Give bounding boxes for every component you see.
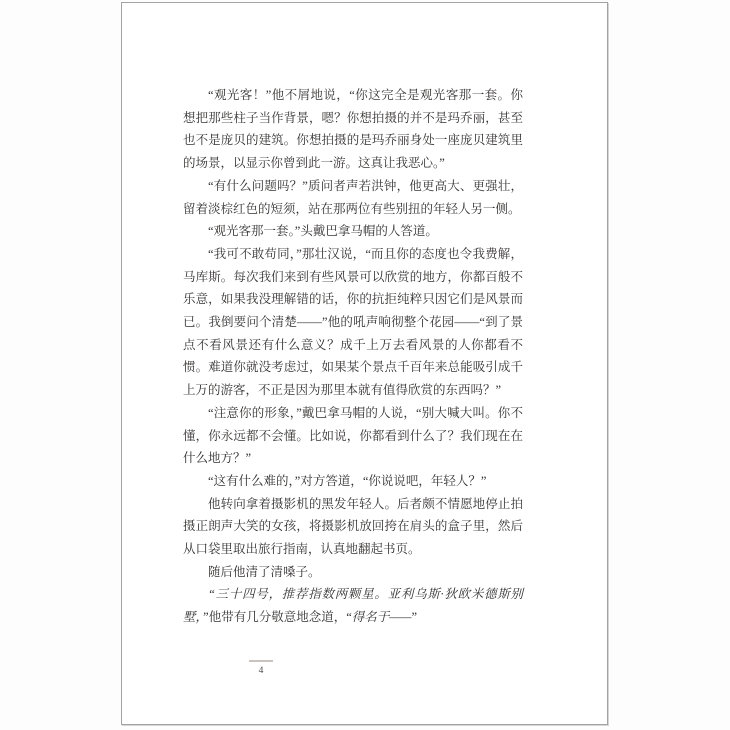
paragraph: [183, 175, 523, 220]
narrative-text: “观光客！”他不屑地说，“你这完全是观光客那一套。你想把那些柱子当作背景，嗯？你想拍摄的并不是玛乔丽，甚至也不是庞贝的建筑。你想拍摄的是玛乔丽身处一座庞贝建筑里的场景，以显示你曾到此一游。这真让我恶心。”: [183, 88, 523, 171]
paragraph: [183, 402, 523, 470]
paragraph: [183, 561, 523, 584]
narrative-text: “有什么问题吗？”质问者声若洪钟，他更高大、更强壮，留着淡棕红色的短须，站在那两位有些别扭的年轻人另一侧。: [183, 178, 523, 216]
narrative-text: “这有什么难的，”对方答道，“你说说吧，年轻人？”: [208, 473, 487, 488]
narrative-text: “我可不敢苟同，”那壮汉说，“而且你的态度也令我费解，马库斯。每次我们来到有些风景可以欣赏的地方，你都百般不乐意，如果我没理解错的话，你的抗拒纯粹只因它们是风景而已。我倒要问个清楚——”他的吼声响彻整个花园——“到了景点不看风景还有什么意义？成千上万去看风景的人你都看不惯。难道你就没考虑过，如果某个景点千百年来总能吸引成千上万的游客，不正是因为那里本就有值得欣赏的东西吗？”: [183, 246, 523, 398]
narrative-text: 他带有几分敬意地念道，“: [208, 610, 352, 625]
quoted-guidebook-text: 得名于——: [351, 610, 412, 625]
body-text: [183, 84, 523, 629]
paragraph: [183, 493, 523, 561]
narrative-text: “观光客那一套。”头戴巴拿马帽的人答道。: [208, 224, 438, 239]
narrative-text: 随后他清了清嗓子。: [208, 564, 321, 579]
footer-ornament-rule: [249, 660, 273, 662]
page-footer: [241, 660, 281, 677]
paragraph: [183, 583, 523, 628]
narrative-text: 他转向拿着摄影机的黑发年轻人。后者颇不情愿地停止拍摄正朗声大笑的女孩，将摄影机放回挎在肩头的盒子里，然后从口袋里取出旅行指南，认真地翻起书页。: [183, 496, 523, 557]
paragraph: [183, 220, 523, 243]
page-number: 4: [258, 666, 264, 676]
paragraph: [183, 470, 523, 493]
narrative-text: ”: [411, 610, 418, 625]
narrative-text: “注意你的形象，”戴巴拿马帽的人说，“别大喊大叫。你不懂，你永远都不会懂。比如说，你都看到什么了？我们现在在什么地方？”: [183, 405, 523, 466]
paragraph: [183, 243, 523, 402]
book-page: [121, 2, 608, 725]
paragraph: [183, 84, 523, 175]
quoted-guidebook-text: “三十四号，推荐指数两颗星。亚利乌斯·狄欧米德斯别墅，”: [183, 587, 523, 625]
